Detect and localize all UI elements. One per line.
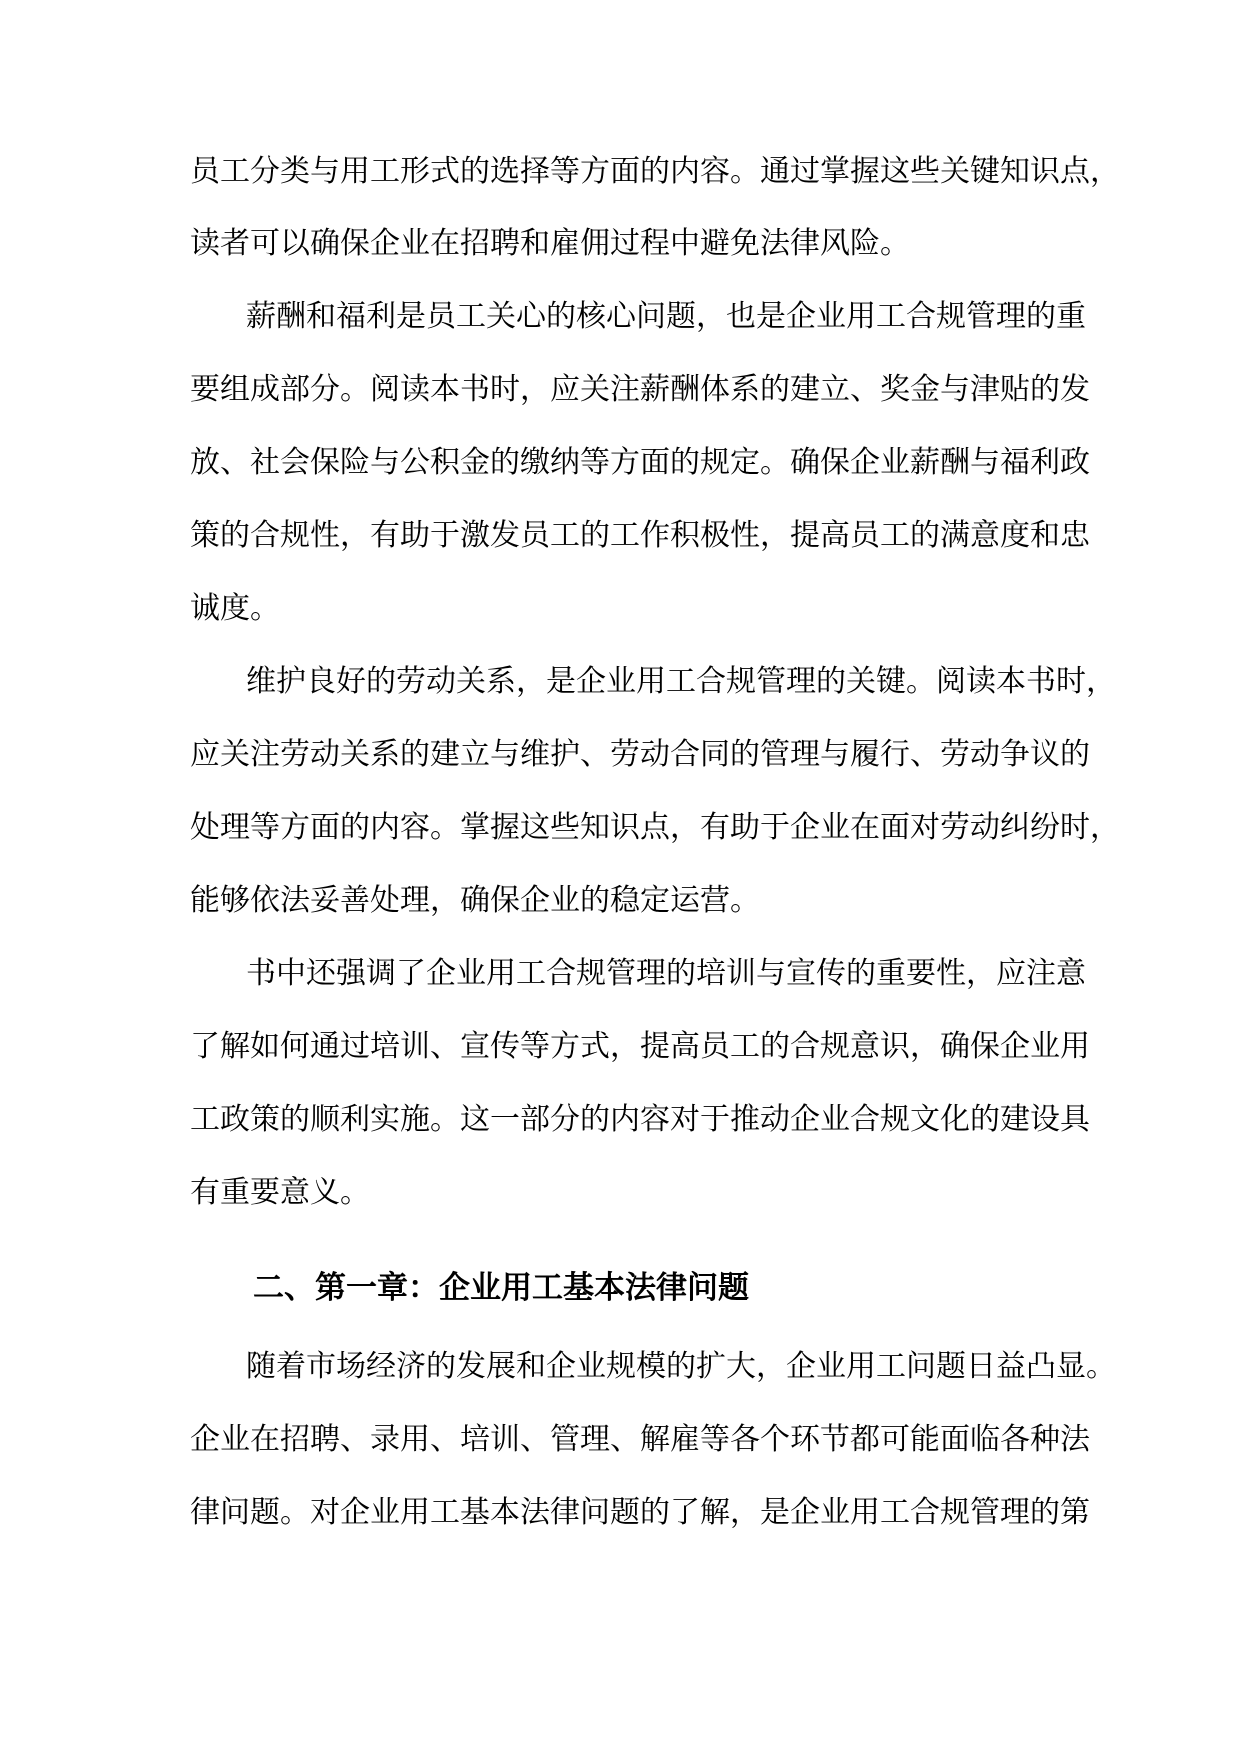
paragraph-2-line-3: 放、社会保险与公积金的缴纳等方面的规定。确保企业薪酬与福利政 — [190, 445, 1090, 480]
paragraph-2-line-5: 诚度。 — [190, 591, 280, 626]
section-paragraph-line-3: 律问题。对企业用工基本法律问题的了解，是企业用工合规管理的第 — [190, 1495, 1090, 1530]
paragraph-4-line-4: 有重要意义。 — [190, 1175, 370, 1210]
paragraph-4-line-3: 工政策的顺利实施。这一部分的内容对于推动企业合规文化的建设具 — [190, 1102, 1090, 1137]
paragraph-3-line-2: 应关注劳动关系的建立与维护、劳动合同的管理与履行、劳动争议的 — [190, 737, 1090, 772]
section-paragraph-line-2: 企业在招聘、录用、培训、管理、解雇等各个环节都可能面临各种法 — [190, 1422, 1090, 1457]
paragraph-2-line-4: 策的合规性，有助于激发员工的工作积极性，提高员工的满意度和忠 — [190, 518, 1090, 553]
paragraph-4-line-1: 书中还强调了企业用工合规管理的培训与宣传的重要性，应注意 — [246, 956, 1086, 991]
section-heading: 二、第一章：企业用工基本法律问题 — [253, 1270, 749, 1306]
paragraph-2-line-2: 要组成部分。阅读本书时，应关注薪酬体系的建立、奖金与津贴的发 — [190, 372, 1090, 407]
paragraph-3-line-1: 维护良好的劳动关系，是企业用工合规管理的关键。阅读本书时， — [246, 664, 1116, 699]
section-paragraph-line-1: 随着市场经济的发展和企业规模的扩大，企业用工问题日益凸显。 — [246, 1349, 1116, 1384]
paragraph-4-line-2: 了解如何通过培训、宣传等方式，提高员工的合规意识，确保企业用 — [190, 1029, 1090, 1064]
paragraph-2-line-1: 薪酬和福利是员工关心的核心问题，也是企业用工合规管理的重 — [246, 299, 1086, 334]
paragraph-3-line-4: 能够依法妥善处理，确保企业的稳定运营。 — [190, 883, 760, 918]
paragraph-1-line-2: 读者可以确保企业在招聘和雇佣过程中避免法律风险。 — [190, 226, 910, 261]
paragraph-3-line-3: 处理等方面的内容。掌握这些知识点，有助于企业在面对劳动纠纷时， — [190, 810, 1120, 845]
paragraph-1-line-1: 员工分类与用工形式的选择等方面的内容。通过掌握这些关键知识点， — [190, 154, 1120, 189]
